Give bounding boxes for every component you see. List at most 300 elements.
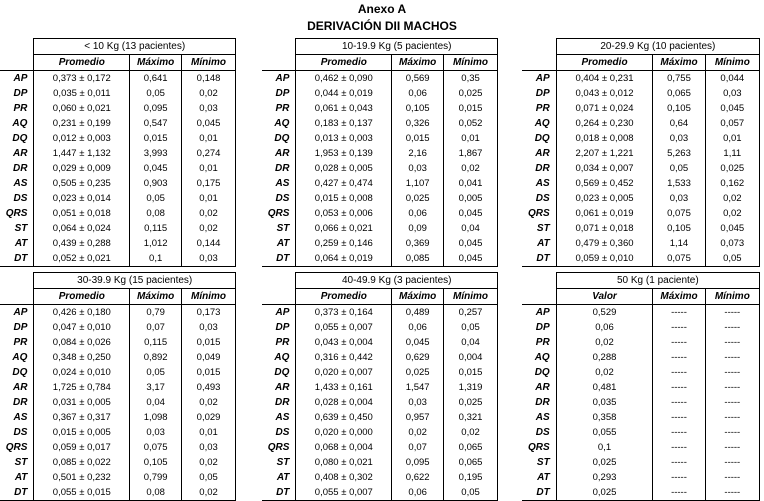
row-label: QRS bbox=[522, 206, 556, 221]
mean-cell: 0,059 ± 0,010 bbox=[556, 251, 653, 267]
weight-group-table bbox=[262, 272, 498, 501]
column-header-mean: Valor bbox=[556, 289, 653, 305]
max-cell: 0,06 bbox=[392, 485, 444, 501]
min-cell: 0,03 bbox=[182, 440, 236, 455]
column-header-max: Máximo bbox=[392, 55, 444, 71]
row-label: ST bbox=[522, 221, 556, 236]
mean-cell: 0,231 ± 0,199 bbox=[34, 116, 130, 131]
row-label: DT bbox=[522, 485, 556, 501]
max-cell: ----- bbox=[653, 365, 705, 380]
max-cell: ----- bbox=[653, 395, 705, 410]
table-row bbox=[262, 116, 498, 131]
group-caption: 50 Kg (1 paciente) bbox=[556, 273, 759, 289]
min-cell: 0,044 bbox=[705, 71, 759, 87]
column-header-max: Máximo bbox=[392, 289, 444, 305]
mean-cell: 0,066 ± 0,021 bbox=[296, 221, 392, 236]
mean-cell: 0,015 ± 0,008 bbox=[296, 191, 392, 206]
mean-cell: 0,071 ± 0,018 bbox=[556, 221, 653, 236]
mean-cell: 0,085 ± 0,022 bbox=[34, 455, 130, 470]
table-row bbox=[522, 176, 760, 191]
min-cell: 0,073 bbox=[705, 236, 759, 251]
weight-group-table bbox=[522, 38, 760, 267]
min-cell: 0,02 bbox=[182, 206, 236, 221]
min-cell: 0,35 bbox=[444, 71, 498, 87]
min-cell: 0,493 bbox=[182, 380, 236, 395]
max-cell: 0,045 bbox=[392, 335, 444, 350]
table-row bbox=[522, 221, 760, 236]
table-row bbox=[262, 305, 498, 321]
column-header-max: Máximo bbox=[130, 289, 182, 305]
mean-cell: 0,052 ± 0,021 bbox=[34, 251, 130, 267]
min-cell: 0,041 bbox=[444, 176, 498, 191]
table-row bbox=[522, 305, 760, 321]
max-cell: 0,903 bbox=[130, 176, 182, 191]
row-label: AP bbox=[522, 71, 556, 87]
row-label: AP bbox=[522, 305, 556, 321]
min-cell: 0,045 bbox=[182, 116, 236, 131]
column-header-max: Máximo bbox=[130, 55, 182, 71]
mean-cell: 0,059 ± 0,017 bbox=[34, 440, 130, 455]
max-cell: 0,03 bbox=[130, 425, 182, 440]
min-cell: 0,052 bbox=[444, 116, 498, 131]
group-caption: 20-29.9 Kg (10 pacientes) bbox=[556, 39, 759, 55]
row-label: ST bbox=[262, 221, 296, 236]
max-cell: 0,05 bbox=[130, 365, 182, 380]
row-label: ST bbox=[0, 455, 34, 470]
row-label: AT bbox=[262, 470, 296, 485]
min-cell: 0,257 bbox=[444, 305, 498, 321]
table-row bbox=[0, 86, 236, 101]
mean-cell: 0,080 ± 0,021 bbox=[296, 455, 392, 470]
row-label: DR bbox=[0, 161, 34, 176]
mean-cell: 0,316 ± 0,442 bbox=[296, 350, 392, 365]
mean-cell: 0,023 ± 0,005 bbox=[556, 191, 653, 206]
table-row bbox=[0, 485, 236, 501]
max-cell: 1,547 bbox=[392, 380, 444, 395]
max-cell: 1,14 bbox=[653, 236, 705, 251]
row-label: AT bbox=[262, 236, 296, 251]
row-label: PR bbox=[262, 335, 296, 350]
table-row bbox=[262, 470, 498, 485]
mean-cell: 0,639 ± 0,450 bbox=[296, 410, 392, 425]
mean-cell: 0,025 bbox=[556, 455, 653, 470]
mean-cell: 0,043 ± 0,012 bbox=[556, 86, 653, 101]
max-cell: 0,641 bbox=[130, 71, 182, 87]
row-label: DT bbox=[522, 251, 556, 267]
row-label: AP bbox=[0, 71, 34, 87]
row-label: DS bbox=[522, 425, 556, 440]
row-label: AS bbox=[0, 410, 34, 425]
min-cell: 0,057 bbox=[705, 116, 759, 131]
min-cell: 0,025 bbox=[444, 395, 498, 410]
row-label: DQ bbox=[0, 365, 34, 380]
row-label: PR bbox=[262, 101, 296, 116]
column-header-min: Mínimo bbox=[444, 289, 498, 305]
table-row bbox=[262, 206, 498, 221]
row-label: AS bbox=[262, 410, 296, 425]
min-cell: 0,045 bbox=[444, 206, 498, 221]
table-row bbox=[0, 410, 236, 425]
table-row bbox=[522, 71, 760, 87]
table-row bbox=[262, 425, 498, 440]
mean-cell: 0,031 ± 0,005 bbox=[34, 395, 130, 410]
max-cell: ----- bbox=[653, 350, 705, 365]
mean-cell: 0,061 ± 0,043 bbox=[296, 101, 392, 116]
min-cell: 0,173 bbox=[182, 305, 236, 321]
weight-group-table bbox=[0, 272, 236, 501]
table-row bbox=[262, 236, 498, 251]
min-cell: 0,02 bbox=[444, 161, 498, 176]
column-header-min: Mínimo bbox=[182, 289, 236, 305]
mean-cell: 0,034 ± 0,007 bbox=[556, 161, 653, 176]
group-caption: 10-19.9 Kg (5 pacientes) bbox=[296, 39, 498, 55]
table-row bbox=[262, 485, 498, 501]
mean-cell: 0,426 ± 0,180 bbox=[34, 305, 130, 321]
min-cell: 0,05 bbox=[182, 470, 236, 485]
row-label: DQ bbox=[0, 131, 34, 146]
mean-cell: 0,293 bbox=[556, 470, 653, 485]
mean-cell: 0,043 ± 0,004 bbox=[296, 335, 392, 350]
min-cell: 0,01 bbox=[705, 131, 759, 146]
mean-cell: 0,02 bbox=[556, 365, 653, 380]
table-row bbox=[0, 380, 236, 395]
mean-cell: 0,029 ± 0,009 bbox=[34, 161, 130, 176]
table-row bbox=[522, 101, 760, 116]
min-cell: 0,148 bbox=[182, 71, 236, 87]
mean-cell: 0,064 ± 0,019 bbox=[296, 251, 392, 267]
max-cell: 0,06 bbox=[392, 206, 444, 221]
row-label: DP bbox=[522, 320, 556, 335]
min-cell: ----- bbox=[705, 455, 759, 470]
column-header-mean: Promedio bbox=[296, 55, 392, 71]
max-cell: 1,098 bbox=[130, 410, 182, 425]
table-row bbox=[0, 455, 236, 470]
mean-cell: 0,404 ± 0,231 bbox=[556, 71, 653, 87]
table-row bbox=[0, 146, 236, 161]
max-cell: ----- bbox=[653, 410, 705, 425]
mean-cell: 0,02 bbox=[556, 335, 653, 350]
min-cell: 0,015 bbox=[444, 365, 498, 380]
max-cell: 0,03 bbox=[392, 161, 444, 176]
max-cell: 0,326 bbox=[392, 116, 444, 131]
min-cell: 0,04 bbox=[444, 221, 498, 236]
min-cell: 0,02 bbox=[182, 485, 236, 501]
mean-cell: 1,953 ± 0,139 bbox=[296, 146, 392, 161]
min-cell: 0,025 bbox=[705, 161, 759, 176]
table-row bbox=[522, 485, 760, 501]
table-row bbox=[522, 380, 760, 395]
table-row bbox=[0, 236, 236, 251]
row-label: DP bbox=[0, 86, 34, 101]
min-cell: 0,045 bbox=[705, 101, 759, 116]
table-row bbox=[0, 191, 236, 206]
column-header-min: Mínimo bbox=[705, 289, 759, 305]
mean-cell: 0,259 ± 0,146 bbox=[296, 236, 392, 251]
data-table bbox=[0, 38, 236, 267]
max-cell: 1,533 bbox=[653, 176, 705, 191]
max-cell: 1,012 bbox=[130, 236, 182, 251]
row-label: AT bbox=[522, 236, 556, 251]
max-cell: ----- bbox=[653, 305, 705, 321]
weight-group-table bbox=[262, 38, 498, 267]
table-row bbox=[262, 380, 498, 395]
mean-cell: 0,013 ± 0,003 bbox=[296, 131, 392, 146]
mean-cell: 0,023 ± 0,014 bbox=[34, 191, 130, 206]
row-label: DS bbox=[522, 191, 556, 206]
table-row bbox=[0, 425, 236, 440]
row-label: AQ bbox=[0, 350, 34, 365]
row-label: AR bbox=[0, 146, 34, 161]
max-cell: 0,06 bbox=[392, 320, 444, 335]
table-row bbox=[262, 71, 498, 87]
column-header-mean: Promedio bbox=[34, 289, 130, 305]
row-label: AT bbox=[522, 470, 556, 485]
mean-cell: 1,433 ± 0,161 bbox=[296, 380, 392, 395]
table-row bbox=[262, 335, 498, 350]
min-cell: ----- bbox=[705, 320, 759, 335]
row-label: PR bbox=[0, 101, 34, 116]
row-label: DQ bbox=[522, 131, 556, 146]
mean-cell: 0,055 ± 0,007 bbox=[296, 485, 392, 501]
max-cell: 5,263 bbox=[653, 146, 705, 161]
table-row bbox=[0, 335, 236, 350]
row-label: AQ bbox=[262, 350, 296, 365]
max-cell: 0,755 bbox=[653, 71, 705, 87]
row-label: DQ bbox=[522, 365, 556, 380]
row-label: AQ bbox=[262, 116, 296, 131]
min-cell: 0,02 bbox=[182, 221, 236, 236]
max-cell: ----- bbox=[653, 485, 705, 501]
table-row bbox=[0, 176, 236, 191]
max-cell: 0,957 bbox=[392, 410, 444, 425]
table-row bbox=[522, 410, 760, 425]
row-label: PR bbox=[0, 335, 34, 350]
min-cell: 0,045 bbox=[444, 236, 498, 251]
mean-cell: 0,053 ± 0,006 bbox=[296, 206, 392, 221]
min-cell: 0,015 bbox=[182, 365, 236, 380]
mean-cell: 0,020 ± 0,007 bbox=[296, 365, 392, 380]
row-label: DP bbox=[0, 320, 34, 335]
mean-cell: 0,024 ± 0,010 bbox=[34, 365, 130, 380]
table-row bbox=[522, 335, 760, 350]
row-label: QRS bbox=[522, 440, 556, 455]
min-cell: 1,11 bbox=[705, 146, 759, 161]
column-header-mean: Promedio bbox=[556, 55, 653, 71]
table-row bbox=[522, 236, 760, 251]
min-cell: 0,05 bbox=[444, 485, 498, 501]
table-row bbox=[522, 191, 760, 206]
mean-cell: 0,479 ± 0,360 bbox=[556, 236, 653, 251]
table-row bbox=[262, 251, 498, 267]
max-cell: 0,05 bbox=[130, 191, 182, 206]
min-cell: 0,065 bbox=[444, 440, 498, 455]
mean-cell: 0,055 ± 0,007 bbox=[296, 320, 392, 335]
max-cell: ----- bbox=[653, 425, 705, 440]
min-cell: ----- bbox=[705, 485, 759, 501]
weight-group-table bbox=[522, 272, 760, 501]
mean-cell: 0,044 ± 0,019 bbox=[296, 86, 392, 101]
mean-cell: 2,207 ± 1,221 bbox=[556, 146, 653, 161]
mean-cell: 0,373 ± 0,172 bbox=[34, 71, 130, 87]
table-row bbox=[0, 470, 236, 485]
mean-cell: 0,061 ± 0,019 bbox=[556, 206, 653, 221]
row-label: QRS bbox=[262, 440, 296, 455]
mean-cell: 0,367 ± 0,317 bbox=[34, 410, 130, 425]
min-cell: 0,029 bbox=[182, 410, 236, 425]
row-label: AT bbox=[0, 470, 34, 485]
row-label: AS bbox=[522, 176, 556, 191]
mean-cell: 0,047 ± 0,010 bbox=[34, 320, 130, 335]
max-cell: ----- bbox=[653, 335, 705, 350]
mean-cell: 1,447 ± 1,132 bbox=[34, 146, 130, 161]
mean-cell: 0,183 ± 0,137 bbox=[296, 116, 392, 131]
table-row bbox=[0, 131, 236, 146]
row-label: AR bbox=[262, 380, 296, 395]
max-cell: 0,892 bbox=[130, 350, 182, 365]
mean-cell: 0,481 bbox=[556, 380, 653, 395]
min-cell: 0,01 bbox=[182, 131, 236, 146]
mean-cell: 0,06 bbox=[556, 320, 653, 335]
table-row bbox=[522, 320, 760, 335]
min-cell: 0,321 bbox=[444, 410, 498, 425]
row-label: DP bbox=[262, 320, 296, 335]
row-label: QRS bbox=[0, 440, 34, 455]
table-row bbox=[522, 455, 760, 470]
row-label: AR bbox=[522, 380, 556, 395]
mean-cell: 0,348 ± 0,250 bbox=[34, 350, 130, 365]
mean-cell: 1,725 ± 0,784 bbox=[34, 380, 130, 395]
min-cell: 0,049 bbox=[182, 350, 236, 365]
row-label: DP bbox=[522, 86, 556, 101]
min-cell: 0,162 bbox=[705, 176, 759, 191]
min-cell: 0,025 bbox=[444, 86, 498, 101]
table-row bbox=[262, 131, 498, 146]
min-cell: ----- bbox=[705, 470, 759, 485]
mean-cell: 0,505 ± 0,235 bbox=[34, 176, 130, 191]
row-label: DT bbox=[262, 485, 296, 501]
min-cell: 0,01 bbox=[182, 191, 236, 206]
min-cell: 0,05 bbox=[705, 251, 759, 267]
min-cell: 0,01 bbox=[182, 161, 236, 176]
min-cell: ----- bbox=[705, 440, 759, 455]
mean-cell: 0,028 ± 0,004 bbox=[296, 395, 392, 410]
column-header-mean: Promedio bbox=[296, 289, 392, 305]
max-cell: 0,629 bbox=[392, 350, 444, 365]
min-cell: 0,02 bbox=[705, 191, 759, 206]
row-label: AR bbox=[262, 146, 296, 161]
table-row bbox=[522, 440, 760, 455]
max-cell: ----- bbox=[653, 320, 705, 335]
mean-cell: 0,501 ± 0,232 bbox=[34, 470, 130, 485]
min-cell: 1,867 bbox=[444, 146, 498, 161]
row-label: AQ bbox=[522, 116, 556, 131]
row-label: AQ bbox=[0, 116, 34, 131]
min-cell: 0,015 bbox=[182, 335, 236, 350]
mean-cell: 0,439 ± 0,288 bbox=[34, 236, 130, 251]
max-cell: 0,115 bbox=[130, 335, 182, 350]
min-cell: 0,03 bbox=[182, 251, 236, 267]
mean-cell: 0,020 ± 0,000 bbox=[296, 425, 392, 440]
max-cell: 0,04 bbox=[130, 395, 182, 410]
derivation-subtitle: DERIVACIÓN DII MACHOS bbox=[307, 19, 457, 33]
min-cell: 0,004 bbox=[444, 350, 498, 365]
table-row bbox=[522, 116, 760, 131]
annex-title: Anexo A bbox=[357, 2, 407, 16]
max-cell: 0,105 bbox=[130, 455, 182, 470]
max-cell: 0,105 bbox=[392, 101, 444, 116]
table-row bbox=[0, 206, 236, 221]
row-label: PR bbox=[522, 101, 556, 116]
column-header-max: Máximo bbox=[653, 289, 705, 305]
row-label: DR bbox=[522, 161, 556, 176]
table-row bbox=[0, 395, 236, 410]
table-row bbox=[0, 305, 236, 321]
row-label: ST bbox=[262, 455, 296, 470]
mean-cell: 0,055 bbox=[556, 425, 653, 440]
mean-cell: 0,018 ± 0,008 bbox=[556, 131, 653, 146]
table-row bbox=[522, 395, 760, 410]
table-row bbox=[0, 320, 236, 335]
max-cell: 0,015 bbox=[392, 131, 444, 146]
row-label: AS bbox=[262, 176, 296, 191]
max-cell: 0,075 bbox=[653, 251, 705, 267]
table-row bbox=[262, 146, 498, 161]
mean-cell: 0,569 ± 0,452 bbox=[556, 176, 653, 191]
table-row bbox=[0, 251, 236, 267]
min-cell: 0,02 bbox=[705, 206, 759, 221]
max-cell: 0,09 bbox=[392, 221, 444, 236]
min-cell: 0,065 bbox=[444, 455, 498, 470]
mean-cell: 0,358 bbox=[556, 410, 653, 425]
group-caption: < 10 Kg (13 pacientes) bbox=[34, 39, 236, 55]
row-label: DP bbox=[262, 86, 296, 101]
min-cell: 0,03 bbox=[705, 86, 759, 101]
mean-cell: 0,264 ± 0,230 bbox=[556, 116, 653, 131]
column-header-min: Mínimo bbox=[182, 55, 236, 71]
max-cell: ----- bbox=[653, 440, 705, 455]
row-label: AP bbox=[262, 305, 296, 321]
max-cell: 0,025 bbox=[392, 365, 444, 380]
table-row bbox=[522, 206, 760, 221]
row-label: AS bbox=[522, 410, 556, 425]
min-cell: ----- bbox=[705, 365, 759, 380]
max-cell: 0,095 bbox=[130, 101, 182, 116]
table-row bbox=[0, 365, 236, 380]
table-row bbox=[262, 86, 498, 101]
max-cell: 3,17 bbox=[130, 380, 182, 395]
table-row bbox=[262, 395, 498, 410]
row-label: QRS bbox=[262, 206, 296, 221]
max-cell: 0,08 bbox=[130, 485, 182, 501]
min-cell: ----- bbox=[705, 380, 759, 395]
column-header-min: Mínimo bbox=[444, 55, 498, 71]
row-label: DS bbox=[0, 191, 34, 206]
min-cell: ----- bbox=[705, 350, 759, 365]
table-row bbox=[262, 176, 498, 191]
max-cell: 0,105 bbox=[653, 221, 705, 236]
data-table bbox=[262, 272, 498, 501]
mean-cell: 0,068 ± 0,004 bbox=[296, 440, 392, 455]
min-cell: ----- bbox=[705, 410, 759, 425]
table-row bbox=[522, 146, 760, 161]
min-cell: 0,02 bbox=[182, 86, 236, 101]
row-label: AP bbox=[0, 305, 34, 321]
table-row bbox=[0, 116, 236, 131]
max-cell: 0,622 bbox=[392, 470, 444, 485]
max-cell: 0,045 bbox=[130, 161, 182, 176]
max-cell: 0,05 bbox=[653, 161, 705, 176]
mean-cell: 0,529 bbox=[556, 305, 653, 321]
